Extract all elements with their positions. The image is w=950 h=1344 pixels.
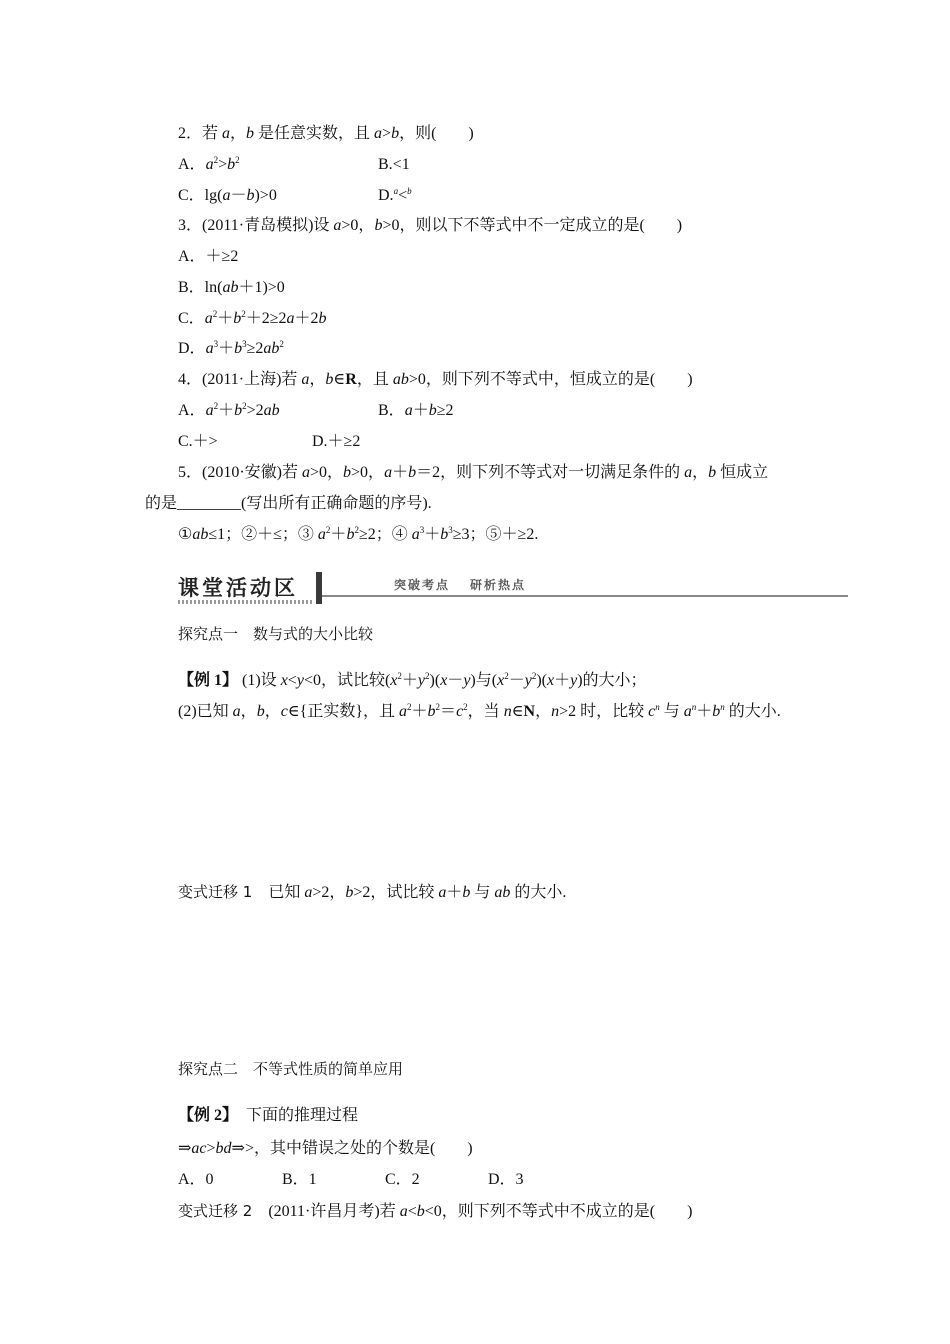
q2-option-d: D.$^a$<$^b$ — [378, 186, 412, 204]
q2-stem: 2．若 a，b 是任意实数，且 a>b，则( ) — [178, 125, 474, 142]
q3-option-a: A．＋≥2 — [178, 248, 239, 265]
q2-option-c: C．lg(a－b)>0 — [178, 187, 277, 204]
q5-stem-line1: 5．(2010·安徽)若 a>0，b>0，a＋b＝2，则下列不等式对一切满足条件的 a，b 恒成立 — [178, 464, 769, 481]
q3-stem: 3．(2011·青岛模拟)设 a>0，b>0，则以下不等式中不一定成立的是( ) — [178, 217, 683, 234]
example-1-part2: (2)已知 a，b，c∈{正实数}，且 $a^2+b^2=c^2$，当 n∈N，n>2 时，比较 $c^n$ 与 $a^n+b^n$ 的大小. — [178, 702, 781, 720]
q2-option-b: B.<1 — [378, 156, 410, 173]
q4-option-b: B．a＋b≥2 — [378, 402, 454, 419]
banner-title: 课堂活动区 — [178, 574, 316, 602]
q3-option-c: C．$a^2+b^2+2\ge 2a+2b$ — [178, 309, 327, 327]
banner-rule — [322, 595, 848, 597]
example-1-part1: 【例 1】 (1)设 x<y<0，试比较$(x^2+y^2)(x-y)$与$(x^2-y^2)(x+y)$的大小； — [178, 671, 647, 689]
q4-option-a: A．$a^2+b^2>2ab$ — [178, 401, 280, 419]
example-2-option-c: C．2 — [385, 1171, 420, 1188]
q5-statements: ①ab≤1；②＋≤；③ $a^2+b^2\ge 2$；④ $a^3+b^3\ge 3$；⑤＋≥2. — [178, 525, 539, 543]
q4-stem: 4．(2011·上海)若 a，b∈R，且 ab>0，则下列不等式中，恒成立的是( ) — [178, 371, 693, 388]
q4-option-c: C.＋> — [178, 433, 218, 450]
banner-divider — [316, 572, 322, 604]
example-2-option-d: D．3 — [488, 1171, 524, 1188]
example-2-intro: 【例 2】 下面的推理过程 — [178, 1107, 359, 1124]
classroom-activity-banner — [178, 572, 848, 608]
section-heading-1: 探究点一 数与式的大小比较 — [178, 625, 374, 643]
q3-option-b: B．ln(ab＋1)>0 — [178, 279, 285, 296]
example-2-option-b: B．1 — [282, 1171, 317, 1188]
example-2-stem: ⇒ac>bd⇒>，其中错误之处的个数是( ) — [178, 1140, 473, 1157]
q5-stem-line2: 的是________(写出所有正确命题的序号). — [145, 495, 432, 512]
q2-option-a: A．$a^2>b^2$ — [178, 155, 240, 173]
variation-1: 变式迁移 1 已知 a>2，b>2，试比较 a＋b 与 ab 的大小. — [178, 883, 567, 901]
banner-subtitle: 突破考点 研析热点 — [394, 578, 527, 592]
variation-2: 变式迁移 2 (2011·许昌月考)若 a<b<0，则下列不等式中不成立的是( ) — [178, 1202, 693, 1220]
example-2-option-a: A．0 — [178, 1171, 214, 1188]
q3-option-d: D．$a^3+b^3\ge 2ab^2$ — [178, 339, 284, 357]
section-heading-2: 探究点二 不等式性质的简单应用 — [178, 1060, 404, 1078]
q4-option-d: D.＋≥2 — [312, 433, 361, 450]
